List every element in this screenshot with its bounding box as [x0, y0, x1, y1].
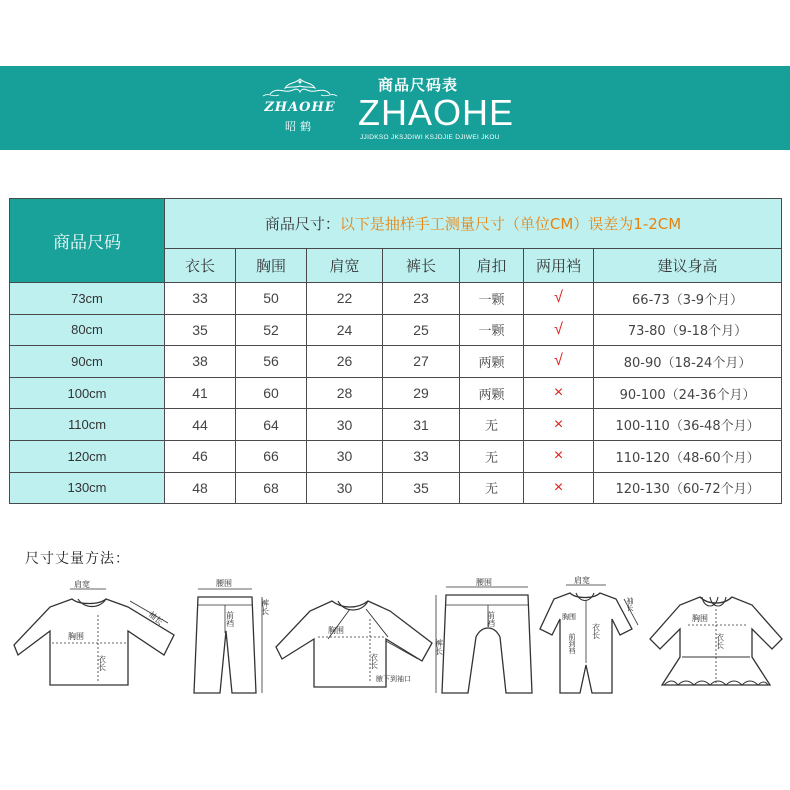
- length-cell: 48: [165, 472, 236, 504]
- fig5-shoulder-label: 肩宽: [574, 576, 590, 585]
- pants-cell: 31: [383, 409, 460, 441]
- size-cell: 120cm: [10, 440, 165, 472]
- raglan-top-icon: [278, 575, 428, 695]
- cross-mark-icon: ×: [524, 377, 594, 409]
- header-banner: [0, 66, 790, 150]
- shoulder-cell: 30: [307, 472, 383, 504]
- buttons-cell: 无: [460, 409, 524, 441]
- pants-icon: [178, 575, 278, 705]
- column-header-length: 衣长: [165, 249, 236, 283]
- pants-cell: 35: [383, 472, 460, 504]
- fig4-front-rise-label: 前裆: [486, 611, 496, 627]
- long-pants-icon: [436, 575, 536, 705]
- fig5-sleeve-label: 袖长: [626, 597, 634, 611]
- pants-measure-diagram: [178, 575, 278, 705]
- fig4-length-label: 裤长: [434, 639, 444, 655]
- fig5-body-label: 前到裆: [568, 633, 576, 654]
- column-header-chest: 胸围: [236, 249, 307, 283]
- fig1-length-label: 衣长: [97, 655, 107, 671]
- pants-cell: 25: [383, 314, 460, 346]
- height-cell: 73-80（9-18个月）: [594, 314, 782, 346]
- fig6-length-label: 衣长: [715, 633, 725, 649]
- height-cell: 100-110（36-48个月）: [594, 409, 782, 441]
- fig2-waist-label: 腰围: [216, 579, 232, 588]
- measurement-note-body: 以下是抽样手工测量尺寸（单位CM）误差为1-2CM: [339, 215, 682, 233]
- table-row: [10, 377, 782, 409]
- size-chart-table: [9, 198, 782, 504]
- shoulder-cell: 30: [307, 409, 383, 441]
- size-cell: 73cm: [10, 283, 165, 315]
- dress-icon: [648, 575, 783, 705]
- measurement-method-title: 尺寸丈量方法：: [25, 551, 130, 567]
- column-header-dual-crotch: 两用裆: [524, 249, 594, 283]
- column-header-height: 建议身高: [594, 249, 782, 283]
- fig3-chest-label: 胸围: [328, 626, 344, 635]
- dress-measure-diagram: [648, 575, 783, 705]
- table-row: [10, 346, 782, 378]
- chest-cell: 50: [236, 283, 307, 315]
- length-cell: 41: [165, 377, 236, 409]
- column-header-shoulder: 肩宽: [307, 249, 383, 283]
- length-cell: 38: [165, 346, 236, 378]
- chest-cell: 56: [236, 346, 307, 378]
- size-cell: 130cm: [10, 472, 165, 504]
- shoulder-cell: 30: [307, 440, 383, 472]
- logo-name: ZHAOHE: [264, 100, 336, 115]
- size-cell: 80cm: [10, 314, 165, 346]
- chest-cell: 60: [236, 377, 307, 409]
- length-cell: 35: [165, 314, 236, 346]
- fig2-inseam-label: 前裆: [225, 611, 235, 627]
- pants-cell: 27: [383, 346, 460, 378]
- column-header-pants: 裤长: [383, 249, 460, 283]
- chest-cell: 52: [236, 314, 307, 346]
- height-cell: 120-130（60-72个月）: [594, 472, 782, 504]
- fig1-chest-label: 胸围: [68, 632, 84, 641]
- cross-mark-icon: ×: [524, 472, 594, 504]
- table-row: [10, 440, 782, 472]
- height-cell: 80-90（18-24个月）: [594, 346, 782, 378]
- height-cell: 90-100（24-36个月）: [594, 377, 782, 409]
- table-row: [10, 314, 782, 346]
- buttons-cell: 两颗: [460, 377, 524, 409]
- size-code-header: 商品尺码: [10, 199, 165, 283]
- table-row: [10, 283, 782, 315]
- shoulder-cell: 28: [307, 377, 383, 409]
- buttons-cell: 两颗: [460, 346, 524, 378]
- height-cell: 66-73（3-9个月）: [594, 283, 782, 315]
- buttons-cell: 一颗: [460, 283, 524, 315]
- length-cell: 33: [165, 283, 236, 315]
- pants-cell: 29: [383, 377, 460, 409]
- fig1-sleeve-label: 袖长: [146, 609, 165, 627]
- long-pants-measure-diagram: [436, 575, 536, 705]
- chest-cell: 68: [236, 472, 307, 504]
- size-cell: 90cm: [10, 346, 165, 378]
- fig2-outseam-label: 裤长: [260, 599, 270, 615]
- pants-cell: 33: [383, 440, 460, 472]
- fig5-chest-label: 胸围: [562, 613, 576, 621]
- check-mark-icon: √: [524, 283, 594, 315]
- length-cell: 46: [165, 440, 236, 472]
- height-cell: 110-120（48-60个月）: [594, 440, 782, 472]
- shoulder-cell: 24: [307, 314, 383, 346]
- size-cell: 110cm: [10, 409, 165, 441]
- long-sleeve-top-icon: [18, 575, 168, 695]
- check-mark-icon: √: [524, 314, 594, 346]
- crown-ornament-icon: [255, 76, 345, 100]
- pants-cell: 23: [383, 283, 460, 315]
- brand-wordmark: ZHAOHE: [358, 92, 515, 133]
- raglan-top-measure-diagram: [278, 575, 428, 695]
- fig5-length-label: 衣长: [591, 623, 601, 639]
- measurement-note: [165, 199, 782, 249]
- cross-mark-icon: ×: [524, 409, 594, 441]
- fig1-shoulder-label: 肩宽: [74, 580, 90, 589]
- size-cell: 100cm: [10, 377, 165, 409]
- page-title: 商品尺码表: [378, 76, 459, 94]
- check-mark-icon: √: [524, 346, 594, 378]
- measurement-note-lead: 商品尺寸：: [264, 215, 340, 233]
- logo-chinese-name: 昭鹤: [285, 120, 315, 133]
- fig4-waist-label: 腰围: [476, 578, 492, 587]
- column-header-buttons: 肩扣: [460, 249, 524, 283]
- brand-tagline: JJIDKSO JKSJDIWI KSJDJIE DJIWEI JKOU: [360, 134, 500, 141]
- fig3-length-label: 衣长: [369, 653, 379, 669]
- fig6-chest-label: 胸围: [692, 614, 708, 623]
- table-row: [10, 472, 782, 504]
- fig3-underarm-label: 腋下到袖口: [376, 675, 411, 683]
- romper-measure-diagram: [540, 575, 640, 705]
- length-cell: 44: [165, 409, 236, 441]
- chest-cell: 66: [236, 440, 307, 472]
- cross-mark-icon: ×: [524, 440, 594, 472]
- chest-cell: 64: [236, 409, 307, 441]
- buttons-cell: 无: [460, 440, 524, 472]
- buttons-cell: 一颗: [460, 314, 524, 346]
- buttons-cell: 无: [460, 472, 524, 504]
- brand-logo: [255, 76, 345, 142]
- romper-icon: [540, 575, 640, 705]
- shoulder-cell: 26: [307, 346, 383, 378]
- shoulder-cell: 22: [307, 283, 383, 315]
- top-measure-diagram: [18, 575, 168, 695]
- table-row: [10, 409, 782, 441]
